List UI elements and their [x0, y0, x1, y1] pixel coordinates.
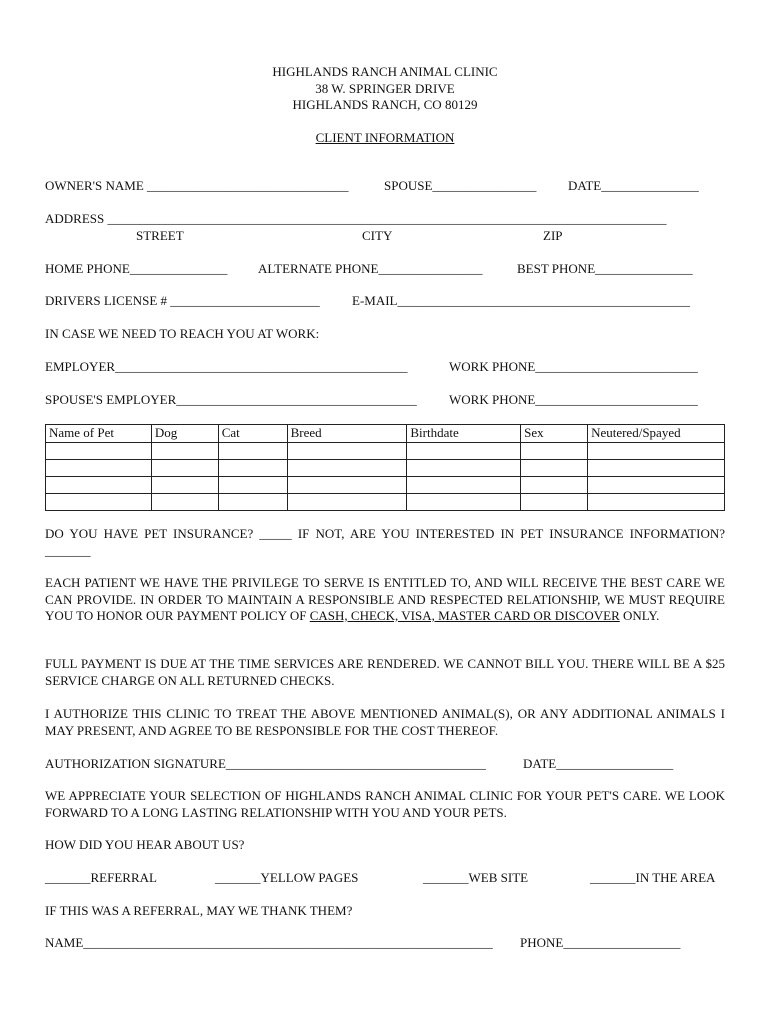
appreciation-paragraph: WE APPRECIATE YOUR SELECTION OF HIGHLANDS RANCH ANIMAL CLINIC FOR YOUR PET'S CARE. WE LOOK FORWARD TO A LONG LASTING RELATIONSHIP WITH YOU AND YOUR PETS. — [45, 788, 725, 820]
table-cell[interactable] — [287, 494, 407, 511]
alternate-phone-field[interactable]: ALTERNATE PHONE________________ — [258, 261, 483, 276]
address-field[interactable]: ADDRESS ______________________________________________________________________________________ — [45, 211, 667, 226]
yellow-pages-option[interactable]: _______YELLOW PAGES — [215, 870, 359, 885]
col-header-neutered-spayed: Neutered/Spayed — [588, 425, 725, 443]
table-cell[interactable] — [407, 460, 521, 477]
pet-table-header-row — [46, 425, 725, 443]
col-header-birthdate: Birthdate — [407, 425, 521, 443]
referral-thanks-question: IF THIS WAS A REFERRAL, MAY WE THANK THEM? — [45, 903, 353, 918]
table-cell[interactable] — [46, 443, 152, 460]
table-cell[interactable] — [407, 477, 521, 494]
table-cell[interactable] — [521, 460, 588, 477]
table-cell[interactable] — [588, 460, 725, 477]
zip-label: ZIP — [543, 228, 563, 243]
table-row — [46, 460, 725, 477]
work-phone-field[interactable]: WORK PHONE_________________________ — [449, 359, 698, 374]
col-header-name-of-pet: Name of Pet — [46, 425, 152, 443]
table-row — [46, 494, 725, 511]
form-title: CLIENT INFORMATION — [315, 130, 455, 145]
authorization-paragraph: I AUTHORIZE THIS CLINIC TO TREAT THE ABOVE MENTIONED ANIMAL(S), OR ANY ADDITIONAL ANIMALS I MAY PRESENT, AND AGREE TO BE RESPONSIBLE FOR THE COST THEREOF. — [45, 706, 725, 738]
table-cell[interactable] — [218, 443, 287, 460]
col-header-sex: Sex — [521, 425, 588, 443]
referral-phone-field[interactable]: PHONE__________________ — [520, 935, 681, 950]
full-payment-paragraph: FULL PAYMENT IS DUE AT THE TIME SERVICES ARE RENDERED. WE CANNOT BILL YOU. THERE WILL BE A $25 SERVICE CHARGE ON ALL RETURNED CHECKS. — [45, 656, 725, 688]
table-cell[interactable] — [588, 477, 725, 494]
table-cell[interactable] — [46, 460, 152, 477]
table-cell[interactable] — [218, 477, 287, 494]
authorization-signature-field[interactable]: AUTHORIZATION SIGNATURE________________________________________ — [45, 756, 486, 771]
table-row — [46, 443, 725, 460]
table-cell[interactable] — [151, 460, 218, 477]
table-cell[interactable] — [46, 477, 152, 494]
table-cell[interactable] — [287, 443, 407, 460]
pet-table — [45, 424, 725, 511]
home-phone-field[interactable]: HOME PHONE_______________ — [45, 261, 228, 276]
payment-policy-paragraph — [45, 575, 725, 625]
payment-policy-end: ONLY. — [619, 608, 660, 623]
table-cell[interactable] — [521, 477, 588, 494]
table-cell[interactable] — [407, 494, 521, 511]
email-field[interactable]: E-MAIL_____________________________________________ — [352, 293, 690, 308]
table-cell[interactable] — [588, 443, 725, 460]
table-row — [46, 477, 725, 494]
table-cell[interactable] — [218, 460, 287, 477]
table-cell[interactable] — [588, 494, 725, 511]
table-cell[interactable] — [407, 443, 521, 460]
clinic-address: 38 W. SPRINGER DRIVE — [315, 81, 455, 96]
referral-source-question: HOW DID YOU HEAR ABOUT US? — [45, 837, 245, 852]
table-cell[interactable] — [46, 494, 152, 511]
table-cell[interactable] — [151, 494, 218, 511]
table-cell[interactable] — [521, 494, 588, 511]
payment-methods: CASH, CHECK, VISA, MASTER CARD OR DISCOVER — [309, 608, 620, 623]
table-cell[interactable] — [151, 477, 218, 494]
table-cell[interactable] — [218, 494, 287, 511]
col-header-breed: Breed — [287, 425, 407, 443]
employer-field[interactable]: EMPLOYER_____________________________________________ — [45, 359, 408, 374]
referral-name-field[interactable]: NAME_______________________________________________________________ — [45, 935, 493, 950]
clinic-name: HIGHLANDS RANCH ANIMAL CLINIC — [272, 64, 498, 79]
table-cell[interactable] — [521, 443, 588, 460]
in-the-area-option[interactable]: _______IN THE AREA — [590, 870, 716, 885]
spouse-employer-field[interactable]: SPOUSE'S EMPLOYER_____________________________________ — [45, 392, 417, 407]
referral-option[interactable]: _______REFERRAL — [45, 870, 157, 885]
drivers-license-field[interactable]: DRIVERS LICENSE # _______________________ — [45, 293, 320, 308]
web-site-option[interactable]: _______WEB SITE — [423, 870, 529, 885]
signature-date-field[interactable]: DATE__________________ — [523, 756, 674, 771]
spouse-work-phone-field[interactable]: WORK PHONE_________________________ — [449, 392, 698, 407]
col-header-dog: Dog — [151, 425, 218, 443]
work-contact-heading: IN CASE WE NEED TO REACH YOU AT WORK: — [45, 326, 320, 341]
clinic-city: HIGHLANDS RANCH, CO 80129 — [292, 97, 478, 112]
best-phone-field[interactable]: BEST PHONE_______________ — [517, 261, 693, 276]
table-cell[interactable] — [151, 443, 218, 460]
date-field[interactable]: DATE_______________ — [568, 178, 699, 193]
table-cell[interactable] — [287, 477, 407, 494]
col-header-cat: Cat — [218, 425, 287, 443]
payment-policy-text: EACH PATIENT WE HAVE THE PRIVILEGE TO SERVE IS ENTITLED TO, AND WILL RECEIVE THE BEST CARE WE CAN PROVIDE. IN ORDER TO MAINTAIN A RESPONSIBLE AND RESPECTED RELATIONSHIP, WE MUST REQUIRE YOU TO HONOR OUR PAYMENT POLICY OF — [45, 575, 725, 623]
street-label: STREET — [136, 228, 184, 243]
spouse-field[interactable]: SPOUSE________________ — [384, 178, 537, 193]
table-cell[interactable] — [287, 460, 407, 477]
pet-insurance-question: DO YOU HAVE PET INSURANCE? _____ IF NOT, ARE YOU INTERESTED IN PET INSURANCE INFORMATION? _______ — [45, 526, 725, 558]
city-label: CITY — [362, 228, 393, 243]
owners-name-field[interactable]: OWNER'S NAME _______________________________ — [45, 178, 349, 193]
